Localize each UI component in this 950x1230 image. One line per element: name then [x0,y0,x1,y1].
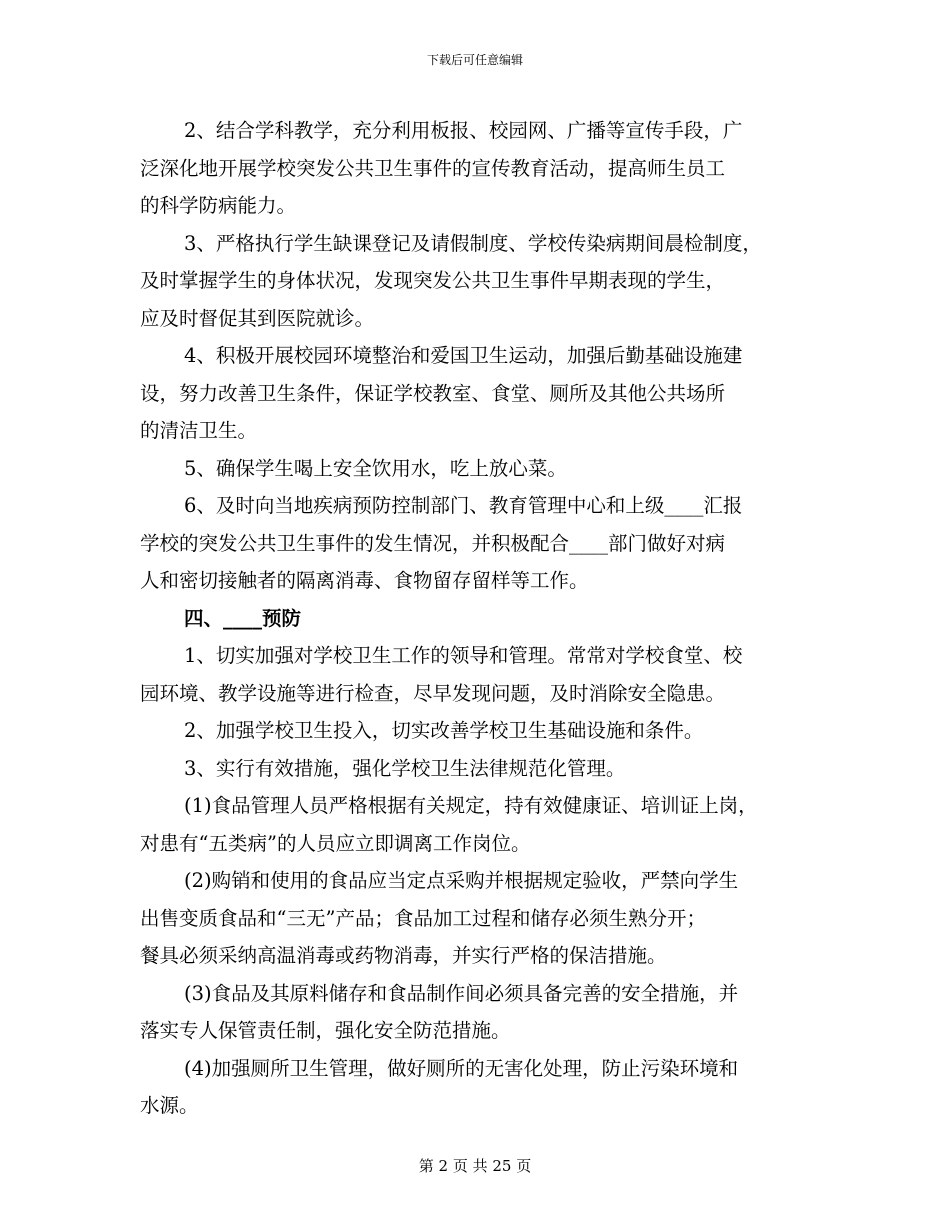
paragraph-item-6: 6、及时向当地疾病预防控制部门、教育管理中心和上级____汇报 [184,494,743,517]
paragraph-item-2: 2、结合学科教学，充分利用板报、校园网、广播等宣传手段，广 [184,119,743,142]
paragraph-line: 泛深化地开展学校突发公共卫生事件的宣传教育活动，提高师生员工 [140,156,726,180]
paragraph-line: 设，努力改善卫生条件，保证学校教室、食堂、厕所及其他公共场所 [140,381,726,405]
paragraph-subitem-3: (3)食品及其原料储存和食品制作间必须具备完善的安全措施，并 [184,981,739,1005]
section-heading: 四、____预防 [184,606,302,630]
paragraph-line: 应及时督促其到医院就诊。 [140,306,375,330]
paragraph-line: 园环境、教学设施等进行检查，尽早发现问题，及时消除安全隐患。 [140,681,726,705]
paragraph-item-5: 5、确保学生喝上安全饮用水，吃上放心菜。 [184,456,567,480]
paragraph-item-1: 1、切实加强对学校卫生工作的领导和管理。常常对学校食堂、校 [184,644,743,667]
document-body [140,112,820,1125]
page-header: 下载后可任意编辑 [426,53,523,67]
paragraph-subitem-2: (2)购销和使用的食品应当定点采购并根据规定验收，严禁向学生 [184,869,739,892]
paragraph-line: 水源。 [140,1094,199,1117]
paragraph-line: 人和密切接触者的隔离消毒、食物留存留样等工作。 [140,569,589,592]
paragraph-line: 出售变质食品和“三无”产品；食品加工过程和储存必须生熟分开； [140,906,706,930]
paragraph-line: 对患有“五类病”的人员应立即调离工作岗位。 [140,831,531,855]
paragraph-line: 的科学防病能力。 [140,194,297,217]
paragraph-line: 及时掌握学生的身体状况，发现突发公共卫生事件早期表现的学生， [140,269,726,292]
paragraph-line: 餐具必须采纳高温消毒或药物消毒，并实行严格的保洁措施。 [140,944,667,967]
paragraph-item-3: 3、实行有效措施，强化学校卫生法律规范化管理。 [184,756,626,780]
paragraph-subitem-4: (4)加强厕所卫生管理，做好厕所的无害化处理，防止污染环境和 [184,1056,739,1080]
paragraph-line: 的清洁卫生。 [140,419,258,442]
paragraph-line: 学校的突发公共卫生事件的发生情况，并积极配合____部门做好对病 [140,531,726,555]
paragraph-item-2: 2、加强学校卫生投入，切实改善学校卫生基础设施和条件。 [184,719,704,742]
paragraph-subitem-1: (1)食品管理人员严格根据有关规定，持有效健康证、培训证上岗， [184,794,758,817]
page-number: 第 2 页 共 25 页 [418,1157,532,1175]
paragraph-line: 落实专人保管责任制，强化安全防范措施。 [140,1019,511,1042]
paragraph-item-4: 4、积极开展校园环境整治和爱国卫生运动，加强后勤基础设施建 [184,344,743,367]
paragraph-item-3: 3、严格执行学生缺课登记及请假制度、学校传染病期间晨检制度， [184,231,762,255]
